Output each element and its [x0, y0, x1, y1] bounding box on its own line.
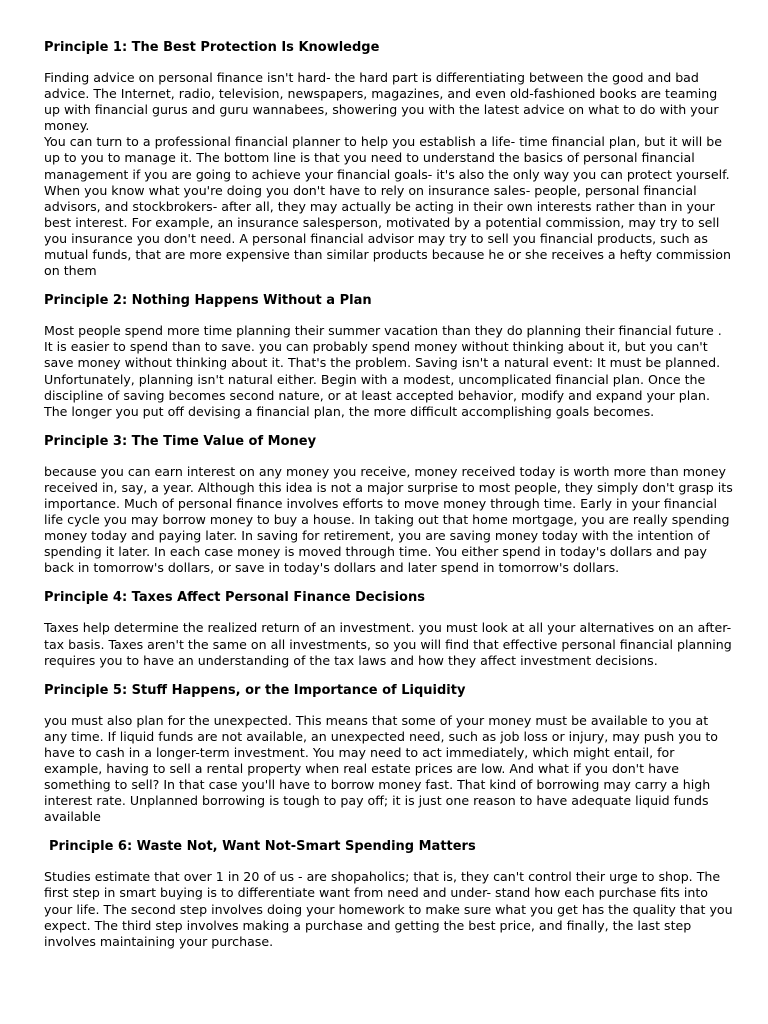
section-principle-1: [44, 40, 734, 279]
section-principle-5: [44, 683, 734, 826]
section-principle-6: [44, 839, 734, 949]
section-heading: Principle 4: Taxes Affect Personal Finance Decisions: [44, 590, 425, 606]
section-paragraph: Finding advice on personal finance isn't hard- the hard part is differentiating between the good and bad advice. The Internet, radio, television, newspapers, magazines, and even old-fashioned books are teaming up with financial gurus and guru wannabees, showering you with the latest advice on what to do with your money.: [44, 70, 719, 134]
section-paragraph: you must also plan for the unexpected. This means that some of your money must be available to you at any time. If liquid funds are not available, an unexpected need, such as job loss or injury, may push you to have to cash in a longer-term investment. You may need to act immediately, which might entail, for example, having to sell a rental property when real estate prices are low. And what if you don't have something to sell? In that case you'll have to borrow money fast. That kind of borrowing may carry a high interest rate. Unplanned borrowing is tough to pay off; it is just one reason to have adequate liquid funds available: [44, 712, 719, 825]
section-heading: Principle 5: Stuff Happens, or the Importance of Liquidity: [44, 682, 466, 698]
section-principle-4: [44, 590, 734, 668]
section-paragraph: Taxes help determine the realized return of an investment. you must look at all your alternatives on an after-tax basis. Taxes aren't the same on all investments, so you will find that effective personal financial planning requires you to have an understanding of the tax laws and how they affect investment decisions.: [44, 620, 732, 668]
section-heading: Principle 1: The Best Protection Is Knowledge: [44, 40, 380, 55]
document-page: [44, 40, 734, 964]
section-heading: Principle 6: Waste Not, Want Not-Smart Spending Matters: [49, 839, 476, 855]
section-heading: Principle 2: Nothing Happens Without a Plan: [44, 293, 372, 309]
section-paragraph: because you can earn interest on any money you receive, money received today is worth more than money received in, say, a year. Although this idea is not a major surprise to most people, they simply don't grasp its importance. Much of personal finance involves efforts to move money through time. Early in your financial life cycle you may borrow money to buy a house. In taking out that home mortgage, you are really spending money today and paying later. In saving for retirement, you are saving money today with the intention of spending it later. In each case money is moved through time. You either spend in today's dollars and pay back in tomorrow's dollars, or save in today's dollars and later spend in tomorrow's dollars.: [44, 463, 733, 576]
section-principle-3: [44, 434, 734, 577]
section-paragraph: Most people spend more time planning their summer vacation than they do planning their financial future . It is easier to spend than to save. you can probably spend money without thinking about it, but you can't save money without thinking about it. That's the problem. Saving isn't a natural event: It must be planned. Unfortunately, planning isn't natural either. Begin with a modest, uncomplicated financial plan. Once the discipline of saving becomes second nature, or at least accepted behavior, modify and expand your plan. The longer you put off devising a financial plan, the more difficult accomplishing goals becomes.: [44, 323, 722, 419]
section-principle-2: [44, 293, 734, 420]
section-paragraph: You can turn to a professional financial planner to help you establish a life- time financial plan, but it will be up to you to manage it. The bottom line is that you need to understand the basics of personal financial management if you are going to achieve your financial goals- it's also the only way you can protect yourself. When you know what you're doing you don't have to rely on insurance sales- people, personal financial advisors, and stockbrokers- after all, they may actually be acting in their own interests rather than in your best interest. For example, an insurance salesperson, motivated by a potential commission, may try to sell you insurance you don't need. A personal financial advisor may try to sell you financial products, such as mutual funds, that are more expensive than similar products because he or she receives a hefty commission on them: [44, 134, 731, 279]
section-heading: Principle 3: The Time Value of Money: [44, 433, 317, 449]
section-paragraph: Studies estimate that over 1 in 20 of us - are shopaholics; that is, they can't control their urge to shop. The first step in smart buying is to differentiate want from need and under- stand how each purchase fits into your life. The second step involves doing your homework to make sure what you get has the quality that you expect. The third step involves making a purchase and getting the best price, and finally, the last step involves maintaining your purchase.: [44, 869, 733, 949]
